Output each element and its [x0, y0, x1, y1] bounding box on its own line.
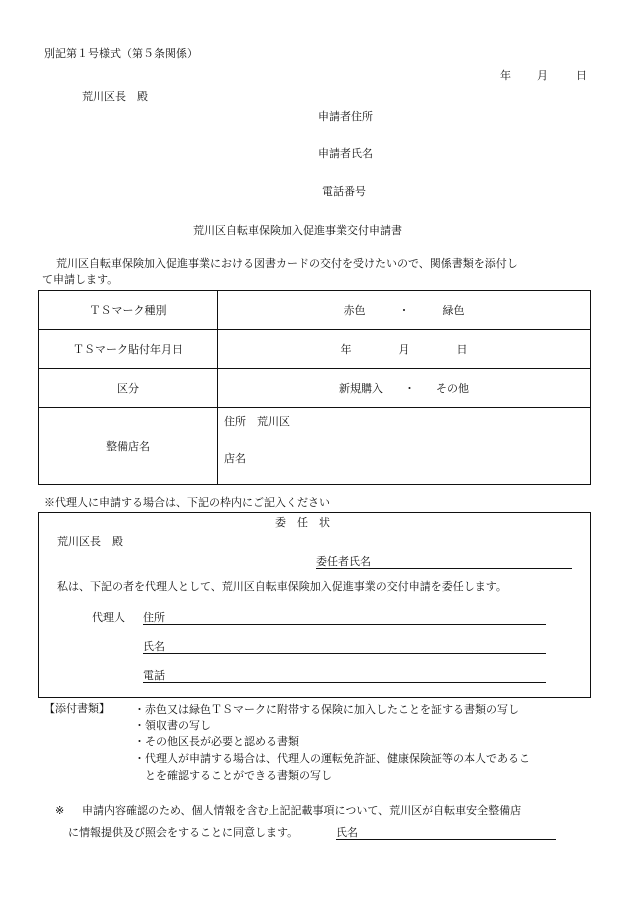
form-title: 荒川区自転車保険加入促進事業交付申請書	[193, 224, 402, 237]
row-ts-type	[39, 291, 591, 330]
consent-line-1: 申請内容確認のため、個人情報を含む上記記載事項について、荒川区が自転車安全整備店	[82, 804, 522, 817]
agent-phone-label: 電話	[143, 669, 165, 682]
applicant-address-label: 申請者住所	[318, 110, 373, 123]
agent-phone-line[interactable]	[143, 682, 546, 683]
ts-date-field[interactable]	[218, 330, 591, 369]
ts-date-year: 年	[340, 343, 352, 356]
delegator-name-line[interactable]	[316, 568, 572, 569]
ts-type-red[interactable]: 赤色	[343, 304, 366, 317]
category-separator: ・	[404, 382, 415, 395]
ts-type-separator: ・	[398, 304, 410, 317]
date-day: 日	[576, 69, 587, 82]
shop-field[interactable]	[218, 408, 591, 485]
ts-type-options[interactable]	[218, 291, 591, 330]
shop-address[interactable]: 住所 荒川区	[224, 415, 290, 428]
shop-label: 整備店名	[39, 408, 218, 485]
addressee: 荒川区長 殿	[82, 90, 148, 103]
ts-date-label: ＴＳマーク貼付年月日	[39, 330, 218, 369]
shop-name[interactable]: 店名	[224, 452, 246, 465]
proxy-statement: 私は、下記の者を代理人として、荒川区自転車保険加入促進事業の交付申請を委任します。	[57, 580, 507, 593]
intro-line-2: て申請します。	[42, 273, 119, 286]
form-number: 別記第１号様式（第５条関係）	[44, 47, 198, 60]
date-year: 年	[500, 69, 511, 82]
category-other[interactable]: その他	[436, 382, 469, 395]
application-table	[38, 290, 591, 485]
attachments-label: 【添付書類】	[44, 702, 110, 715]
row-shop	[39, 408, 591, 485]
agent-name-label: 氏名	[143, 640, 165, 653]
attachment-item: とを確認することができる書類の写し	[134, 769, 332, 782]
row-category	[39, 369, 591, 408]
ts-date-day: 日	[456, 343, 468, 356]
applicant-name-label: 申請者氏名	[318, 147, 373, 160]
delegator-name-label: 委任者氏名	[316, 555, 371, 568]
date-month: 月	[537, 69, 548, 82]
category-new[interactable]: 新規購入	[339, 382, 383, 395]
agent-name-line[interactable]	[143, 653, 546, 654]
intro-line-1: 荒川区自転車保険加入促進事業における図書カードの交付を受けたいので、関係書類を添付し	[56, 257, 518, 270]
consent-name-line[interactable]	[336, 839, 556, 840]
consent-line-2: に情報提供及び照会をすることに同意します。	[68, 826, 299, 839]
attachment-item: ・代理人が申請する場合は、代理人の運転免許証、健康保険証等の本人であるこ	[134, 752, 530, 765]
proxy-title: 委 任 状	[275, 516, 330, 529]
consent-mark: ※	[55, 804, 65, 817]
consent-name-label: 氏名	[336, 826, 358, 839]
ts-type-green[interactable]: 緑色	[442, 304, 465, 317]
category-options[interactable]	[218, 369, 591, 408]
ts-type-label: ＴＳマーク種別	[39, 291, 218, 330]
proxy-note: ※代理人に申請する場合は、下記の枠内にご記入ください	[44, 496, 330, 509]
agent-label: 代理人	[92, 611, 125, 624]
applicant-phone-label: 電話番号	[322, 185, 366, 198]
proxy-addressee: 荒川区長 殿	[57, 535, 123, 548]
category-label: 区分	[39, 369, 218, 408]
row-ts-date	[39, 330, 591, 369]
ts-date-month: 月	[398, 343, 410, 356]
attachment-item: ・領収書の写し	[134, 719, 211, 732]
attachment-item: ・赤色又は緑色ＴＳマークに附帯する保険に加入したことを証する書類の写し	[134, 703, 519, 716]
agent-address-label: 住所	[143, 611, 165, 624]
agent-address-line[interactable]	[143, 624, 546, 625]
attachment-item: ・その他区長が必要と認める書類	[134, 735, 299, 748]
